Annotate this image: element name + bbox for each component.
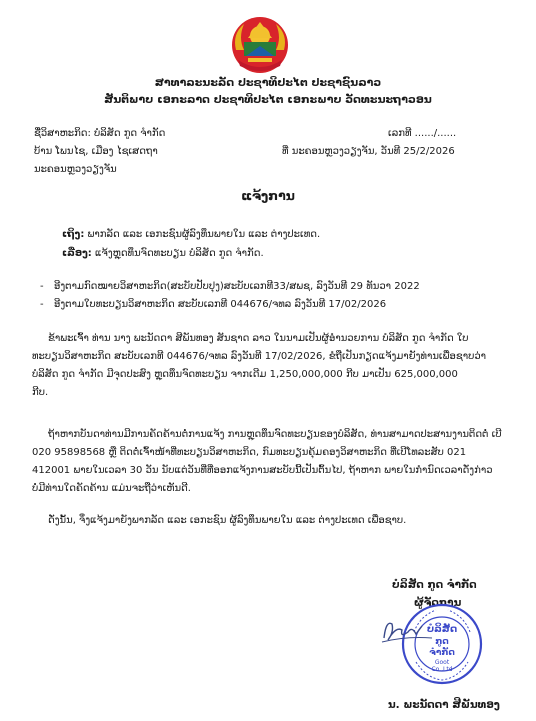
subject-line (62, 248, 264, 259)
signer-name: ນ. ພະນັດດາ ສີພັນທອງ (388, 699, 500, 711)
paragraph-line: ບໍ່ມີທ່ານໃດຄັດຄ້ານ ແມ່ນຈະຖືວ່າເຫັນດີ. (32, 483, 191, 494)
stamp-text: ຈຳກັດ (429, 648, 455, 658)
paragraph-line: ທະບຽນວິສາຫະກິດ ສະບັບເລກທີ 044676/ຈທລ ລົງວັນທີ 17/02/2026, ຂໍຖືເປັນກຽດແຈ້ງມາຍັງທ່ານເພື່ອຊາບວ່າ (32, 351, 487, 362)
stamp-text: Goot (434, 659, 450, 666)
to-line (62, 229, 320, 240)
sender-address-1: ບ້ານ ໂພນໄຊ, ເມືອງ ໄຊເສດຖາ (34, 146, 158, 157)
paragraph-line: ຂ້າພະເຈົ້າ ທ່ານ ນາງ ພະນັດດາ ສີພັນທອງ ສັນຊາດ ລາວ ໃນນາມເປັນຜູ້ອຳນວຍການ ບໍລິສັດ ກູດ ຈຳກັດ ໃບ (48, 333, 469, 344)
signature-icon (378, 612, 436, 648)
sender-address-2: ນະຄອນຫຼວງວຽງຈັນ (34, 164, 117, 175)
document-date: ທີ່ ນະຄອນຫຼວງວຽງຈັນ, ວັນທີ 25/2/2026 (282, 146, 455, 157)
header-line-2: ສັນຕິພາບ ເອກະລາດ ປະຊາທິປະໄຕ ເອກະພາບ ວັດທະນະຖາວອນ (104, 93, 432, 106)
header-line-1: ສາທາລະນະລັດ ປະຊາທິປະໄຕ ປະຊາຊົນລາວ (154, 76, 382, 89)
subject-label: ເລື່ອງ: (62, 248, 92, 259)
paragraph-line: ດັ່ງນັ້ນ, ຈຶ່ງແຈ້ງມາຍັງພາກລັດ ແລະ ເອກະຊົນ ຜູ້ລົງທຶນພາຍໃນ ແລະ ຕ່າງປະເທດ ເພື່ອຊາບ. (48, 515, 407, 526)
body-paragraph-3 (32, 512, 508, 530)
sender-company: ຊື່ວິສາຫະກິດ: ບໍລິສັດ ກູດ ຈຳກັດ (34, 128, 166, 139)
signature-company: ບໍລິສັດ ກູດ ຈຳກັດ (392, 579, 477, 591)
stamp-text: ກູດ (435, 637, 449, 647)
to-label: ເຖິງ: (62, 229, 85, 240)
reference-number: ເລກທີ ....../...... (388, 128, 457, 139)
body-paragraph-1 (32, 330, 508, 402)
paragraph-line: 412001 ພາຍໃນເວລາ 30 ວັນ ນັບແຕ່ວັນທີ່ທີ່ອອກແຈ້ງການສະບັບນີ້ເປັນຕົ້ນໄປ, ຖ້າຫາກ ພາຍໃນກຳນົດເວລາດັ່ງກ່າວ (32, 465, 493, 476)
paragraph-line: ບໍລິສັດ ກູດ ຈຳກັດ ມີຈຸດປະສົງ ຫຼຸດທຶນຈົດທະບຽນ ຈາກເດີມ 1,250,000,000 ກີບ ມາເປັນ 625,000,000 (32, 369, 458, 380)
reference-text: ອີງຕາມກົດໝາຍວິສາຫະກິດ(ສະບັບປັບປຸງ)ສະບັບເລກທີ33/ສພຊ, ລົງວັນທີ 29 ທັນວາ 2022 (54, 281, 420, 292)
paragraph-line: ກີບ. (32, 387, 49, 398)
document-title: ແຈ້ງການ (241, 188, 295, 203)
paragraph-line: 020 95898568 ຫຼື ຕິດຕໍ່ເຈົ້າໜ້າທີ່ທະບຽນວິສາຫະກິດ, ກົມທະບຽນຄຸ້ມຄອງວິສາຫະກິດ ທີ່ເບີໂທລະສັບ 021 (32, 447, 467, 458)
reference-item: - ອີງຕາມໃບທະບຽນວິສາຫະກິດ ສະບັບເລກທີ 044676/ຈທລ ລົງວັນທີ 17/02/2026 (40, 299, 387, 310)
reference-text: ອີງຕາມໃບທະບຽນວິສາຫະກິດ ສະບັບເລກທີ 044676/ຈທລ ລົງວັນທີ 17/02/2026 (54, 299, 387, 310)
signature-role: ຜູ້ຈັດການ (414, 597, 462, 609)
to-text: ພາກລັດ ແລະ ເອກະຊົນຜູ້ລົງທຶນພາຍໃນ ແລະ ຕ່າງປະເທດ. (87, 229, 321, 240)
lao-emblem-icon (228, 14, 292, 76)
body-paragraph-2 (32, 426, 508, 498)
reference-item: - ອີງຕາມກົດໝາຍວິສາຫະກິດ(ສະບັບປັບປຸງ)ສະບັບເລກທີ33/ສພຊ, ລົງວັນທີ 29 ທັນວາ 2022 (40, 281, 420, 292)
stamp-text: ບໍລິສັດ (426, 624, 458, 635)
subject-text: ແຈ້ງຫຼຸດທຶນຈົດທະບຽນ ບໍລິສັດ ກູດ ຈຳກັດ. (94, 248, 264, 259)
paragraph-line: ຖ້າຫາກບັນດາທ່ານມີການຄັດຄ້ານຕໍ່ການແຈ້ງ ການຫຼຸດທຶນຈົດທະບຽນຂອງບໍລິສັດ, ທ່ານສາມາດປະສານງານຕິດຕໍ່ ເບີ (48, 429, 502, 440)
stamp-text: Co.,Ltd (431, 666, 453, 673)
